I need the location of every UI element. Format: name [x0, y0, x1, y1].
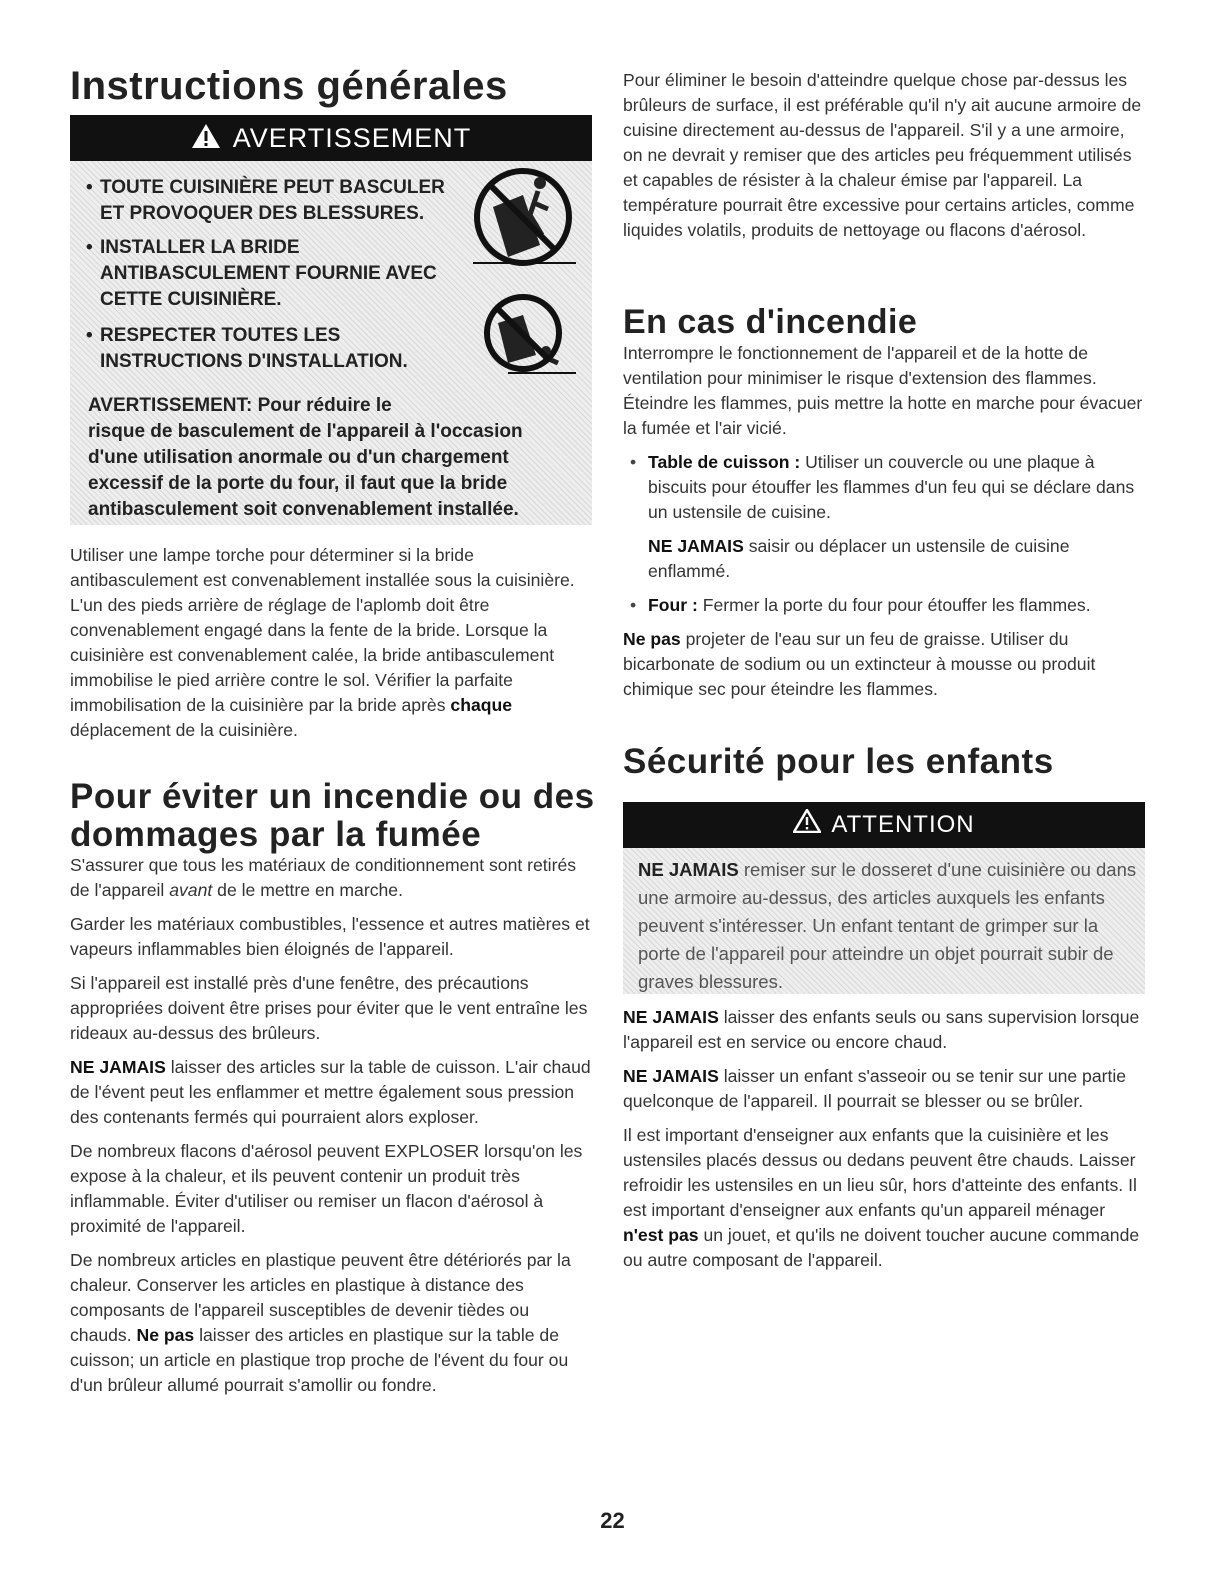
combustibles-paragraph: Garder les matériaux combustibles, l'essence et autres matières et vapeurs inflammables bien éloignés de l'appareil. [70, 914, 590, 959]
tipping-range-child-icon [468, 293, 578, 388]
warning-header [70, 115, 592, 161]
fire-bullet-cooktop: • Table de cuisson : Utiliser un couvercle ou une plaque à biscuits pour étouffer les flammes d'un feu qui se déclare dans un ustensile de cuisine. [623, 450, 1145, 525]
child-teaching-paragraph: Il est important d'enseigner aux enfants que la cuisinière et les ustensiles placés dessus ou dedans peuvent être chauds. Laisser refroidir les ustensiles en un lieu sûr, hors d'atteinte des enfants. Il est important d'enseigner aux enfants qu'un appareil ménager n'est pas un jouet, et qu'ils ne doivent toucher aucune commande ou autre composant de l'appareil. [623, 1125, 1140, 1270]
warning-bullet-1: • TOUTE CUISINIÈRE PEUT BASCULER ET PROVOQUER DES BLESSURES. [86, 177, 445, 224]
fire-bullet-oven: • Four : Fermer la porte du four pour étouffer les flammes. [623, 593, 1145, 618]
attention-text: NE JAMAIS remiser sur le dosseret d'une cuisinière ou dans une armoire au-dessus, des articles auxquels les enfants peuvent s'intéresser. Un enfant tentant de grimper sur la porte de l'appareil pour atteindre un objet pourrait subir de graves blessures. [638, 859, 1137, 992]
fire-bullet-cooktop-note: NE JAMAIS saisir ou déplacer un ustensile de cuisine enflammé. [648, 536, 1070, 581]
window-paragraph: Si l'appareil est installé près d'une fenêtre, des précautions appropriées doivent être prises pour éviter que le vent entraîne les rideaux au-dessus des brûleurs. [70, 973, 588, 1043]
attention-box [623, 802, 1145, 994]
fire-intro-paragraph: Interrompre le fonctionnement de l'appareil et de la hotte de ventilation pour minimiser le risque d'extension des flammes. Éteindre les flammes, puis mettre la hotte en marche pour évacuer la fumée et l'air vicié. [623, 343, 1143, 438]
tip-bracket-paragraph: Utiliser une lampe torche pour déterminer si la bride antibasculement est convenablement installée sous la cuisinière. L'un des pieds arrière de réglage de l'aplomb doit être convenablement engagé dans la fente de la bride. Lorsque la cuisinière est convenablement calée, la bride antibasculement immobilise le pied arrière contre le sol. Vérifier la parfaite immobilisation de la cuisinière par la bride après chaque déplacement de la cuisinière. [70, 545, 575, 740]
page-number: 22 [600, 1508, 625, 1533]
plastic-paragraph: De nombreux articles en plastique peuvent être détériorés par la chaleur. Conserver les articles en plastique à distance des composants de l'appareil susceptibles de devenir tièdes ou chauds. Ne pas laisser des articles en plastique sur la table de cuisson; un article en plastique trop proche de l'évent du four ou d'un brûleur allumé pourrait s'amollir ou fondre. [70, 1250, 571, 1395]
child-sitting-paragraph: NE JAMAIS laisser un enfant s'asseoir ou se tenir sur une partie quelconque de l'appareil. Il pourrait se blesser ou se brûler. [623, 1066, 1127, 1111]
warning-header-label: AVERTISSEMENT [232, 123, 472, 153]
section-title-fire-smoke: Pour éviter un incendie ou des dommages par la fumée [70, 777, 595, 854]
warning-bullet-3: • RESPECTER TOUTES LES INSTRUCTIONS D'INSTALLATION. [86, 325, 408, 372]
child-supervision-paragraph: NE JAMAIS laisser des enfants seuls ou sans supervision lorsque l'appareil est en service ou encore chaud. [623, 1007, 1140, 1052]
warning-box [70, 115, 592, 525]
grease-fire-paragraph: Ne pas projeter de l'eau sur un feu de graisse. Utiliser du bicarbonate de sodium ou un extincteur à mousse ou produit chimique sec pour éteindre les flammes. [623, 629, 1096, 699]
page-title: Instructions générales [70, 64, 508, 108]
packaging-paragraph: S'assurer que tous les matériaux de conditionnement sont retirés de l'appareil avant de le mettre en marche. [70, 855, 577, 900]
section-title-child-safety: Sécurité pour les enfants [623, 742, 1054, 781]
warning-note: AVERTISSEMENT: Pour réduire le risque de basculement de l'appareil à l'occasion d'une utilisation anormale ou d'un chargement excessif de la porte du four, il faut que la bride antibasculement soit convenablement installée. [88, 395, 523, 520]
warning-bullet-2: • INSTALLER LA BRIDE ANTIBASCULEMENT FOURNIE AVEC CETTE CUISINIÈRE. [86, 237, 437, 310]
tipping-range-icon [468, 165, 578, 280]
section-title-fire: En cas d'incendie [623, 303, 918, 341]
cooktop-items-paragraph: NE JAMAIS laisser des articles sur la table de cuisson. L'air chaud de l'évent peut les enflammer et mettre également sous pression des contenants fermés qui pourraient alors exploser. [70, 1057, 591, 1127]
aerosol-paragraph: De nombreux flacons d'aérosol peuvent EXPLOSER lorsqu'on les expose à la chaleur, et ils peuvent contenir un produit très inflammable. Éviter d'utiliser ou remiser un flacon d'aérosol à proximité de l'appareil. [70, 1141, 583, 1236]
attention-header [623, 802, 1145, 848]
attention-triangle-icon [793, 803, 821, 849]
warning-triangle-icon [191, 117, 221, 163]
attention-header-label: ATTENTION [831, 811, 975, 838]
cabinet-paragraph: Pour éliminer le besoin d'atteindre quelque chose par-dessus les brûleurs de surface, il est préférable qu'il n'y ait aucune armoire de cuisine directement au-dessus de l'appareil. S'il y a une armoire, on ne devrait y remiser que des articles peu fréquemment utilisés et capables de résister à la chaleur émise par l'appareil. La température pourrait être excessive pour certains articles, comme liquides volatils, produits de nettoyage ou flacons d'aérosol. [623, 70, 1142, 240]
